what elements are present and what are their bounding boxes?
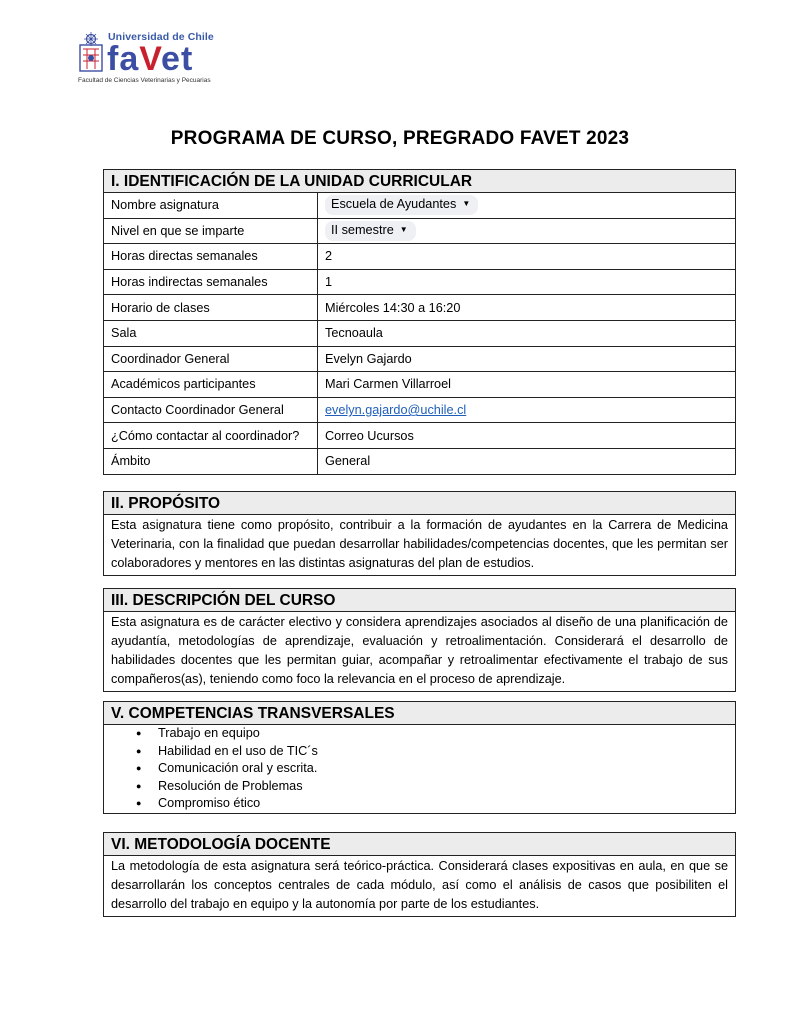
- list-item: ● Comunicación oral y escrita.: [158, 760, 735, 778]
- level-value: II semestre: [331, 222, 394, 237]
- brand-v: V: [139, 40, 162, 78]
- row-label: Coordinador General: [104, 346, 318, 372]
- identification-heading: I. IDENTIFICACIÓN DE LA UNIDAD CURRICULAR: [104, 170, 735, 193]
- row-label: Ámbito: [104, 448, 318, 473]
- row-label: Académicos participantes: [104, 372, 318, 398]
- caret-down-icon: ▼: [399, 224, 408, 234]
- course-name-dropdown[interactable]: [325, 195, 478, 215]
- table-row: [104, 397, 735, 423]
- row-label: Nivel en que se imparte: [104, 218, 318, 244]
- row-label: Sala: [104, 320, 318, 346]
- page-title: PROGRAMA DE CURSO, PREGRADO FAVET 2023: [170, 128, 630, 149]
- purpose-section: [103, 491, 736, 576]
- university-name: Universidad de Chile: [108, 31, 214, 43]
- row-value: 1: [318, 269, 736, 295]
- row-label: Horas indirectas semanales: [104, 269, 318, 295]
- list-item: ● Habilidad en el uso de TIC´s: [158, 743, 735, 761]
- competencies-heading: V. COMPETENCIAS TRANSVERSALES: [104, 702, 735, 725]
- brand-suffix: et: [161, 40, 194, 78]
- list-item: ● Trabajo en equipo: [158, 725, 735, 743]
- university-logo: [78, 29, 248, 89]
- methodology-heading: VI. METODOLOGÍA DOCENTE: [104, 833, 735, 856]
- table-row: [104, 320, 735, 346]
- description-heading: III. DESCRIPCIÓN DEL CURSO: [104, 589, 735, 612]
- favet-wordmark: [107, 40, 193, 78]
- purpose-text: Esta asignatura tiene como propósito, contribuir a la formación de ayudantes en la Carrera de Medicina Veterinaria, con la finalidad que puedan desarrollar habilidades/competencias docentes, que les permitan ser colaboradores y mentores en las distintas asignaturas del plan de estudios.: [111, 518, 728, 570]
- coordinator-email-link[interactable]: evelyn.gajardo@uchile.cl: [325, 403, 467, 418]
- row-label: Contacto Coordinador General: [104, 397, 318, 423]
- course-name-value: Escuela de Ayudantes: [331, 197, 457, 212]
- competencies-list: [104, 725, 735, 813]
- row-label: Horario de clases: [104, 295, 318, 321]
- description-text: Esta asignatura es de carácter electivo y considera aprendizajes asociados al diseño de una planificación de ayudantía, metodologías de aprendizaje, evaluación y retroalimentación. Considerará el desarrollo de habilidades docentes que les permitan guiar, acompañar y retroalimentar efectivamente el trabajo de sus compañeros(as), teniendo como foco la relevancia en el proceso de aprendizaje.: [111, 615, 728, 686]
- list-item: ● Resolución de Problemas: [158, 778, 735, 796]
- table-row: [104, 193, 735, 218]
- table-row: [104, 448, 735, 473]
- row-value: [318, 193, 736, 218]
- table-row: [104, 218, 735, 244]
- purpose-heading: II. PROPÓSITO: [104, 492, 735, 515]
- row-value: 2: [318, 244, 736, 270]
- row-value: General: [318, 448, 736, 473]
- list-item: ● Compromiso ético: [158, 795, 735, 813]
- table-row: [104, 346, 735, 372]
- row-value: Miércoles 14:30 a 16:20: [318, 295, 736, 321]
- methodology-section: [103, 832, 736, 917]
- university-crest-icon: [78, 31, 104, 77]
- description-section: [103, 588, 736, 692]
- faculty-name: Facultad de Ciencias Veterinarias y Pecuarias: [78, 77, 211, 84]
- row-value: Mari Carmen Villarroel: [318, 372, 736, 398]
- row-label: ¿Cómo contactar al coordinador?: [104, 423, 318, 449]
- row-value: [318, 397, 736, 423]
- row-label: Horas directas semanales: [104, 244, 318, 270]
- row-label: Nombre asignatura: [104, 193, 318, 218]
- table-row: [104, 244, 735, 270]
- identification-section: [103, 169, 736, 475]
- row-value: Correo Ucursos: [318, 423, 736, 449]
- caret-down-icon: ▼: [462, 199, 471, 209]
- identification-table: [104, 193, 735, 474]
- table-row: [104, 295, 735, 321]
- table-row: [104, 423, 735, 449]
- methodology-text: La metodología de esta asignatura será teórico-práctica. Considerará clases expositivas en aula, en que se desarrollarán los conceptos centrales de cada módulo, así como el análisis de casos que posibiliten el desarrollo del trabajo en equipo y la autonomía por parte de los estudiantes.: [111, 859, 728, 911]
- level-dropdown[interactable]: [325, 221, 416, 241]
- brand-prefix: fa: [107, 40, 140, 78]
- table-row: [104, 372, 735, 398]
- row-value: [318, 218, 736, 244]
- row-value: Tecnoaula: [318, 320, 736, 346]
- row-value: Evelyn Gajardo: [318, 346, 736, 372]
- table-row: [104, 269, 735, 295]
- competencies-section: [103, 701, 736, 814]
